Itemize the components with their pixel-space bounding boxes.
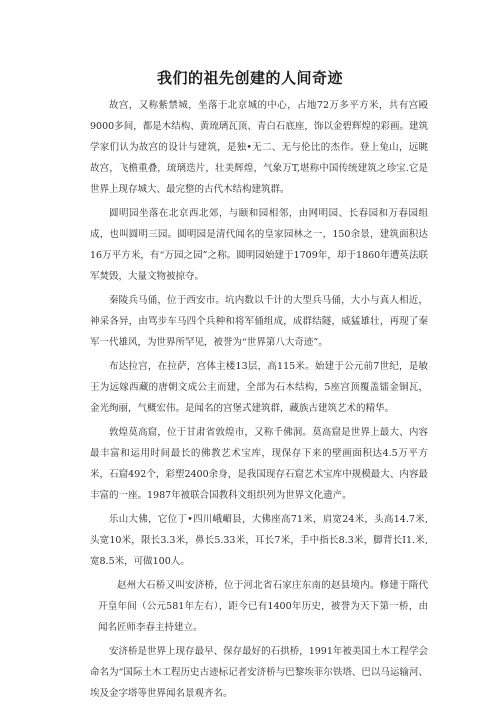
paragraph-forbidden-city: 故宫，又称紫禁城，坐落于北京城的中心，占地72万多平方米，共有宫殿9000多间，都是木结构、黄琉璃瓦顶、青白石底座，饰以金碧辉煌的彩画。建筑学家们认为故宫的设计与建筑，是独•无二、无与伦比的杰作。登上兔山，远眺故宫，飞檐重叠，琉璃迭片，壮美辉煌，气象万T,堪称中国传统建筑之珍宝.它是世界上现存城大、最完整的古代木结构建筑群。 — [90, 100, 428, 195]
document-title: 我们的祖先创建的人间奇迹 — [156, 69, 343, 87]
paragraph-mogao-caves: 敦煌莫高窟，位于甘肃省敦煌市，又称千佛洞。莫高窟是世界上最大、内容最丰富和运用时间最长的佛教艺术宝库，现保存下来的壁画面积达4.5万平方米，石窟492个，彩塑2400余身，是我国现存石窟艺术宝库中规模最大、内容最丰富的一座。1987年被联合国教科文组织列为世界文化遗产。 — [90, 427, 428, 501]
document-body — [90, 95, 428, 707]
paragraph-zhaozhou-bridge: 赵州大石桥又叫安济桥，位于河北省石家庄东南的赵县境内。修建于隋代开皇年间（公元581年左右），距今已有1400年历史，被誉为天下第一桥，由闻名匠师李春主持建立。 — [98, 580, 428, 633]
paragraph-terracotta-army: 秦陵兵马俑，位于西安市。坑内数以千计的大型兵马俑，大小与真人相近，神采各异，由骂步车马四个兵种和将军俑组成，成群结隧，威猛雄壮，再现了秦军一代雄风，为世界所罕见，被誉为“世界第八大奇迹”。 — [90, 295, 428, 348]
paragraph-old-summer-palace: 圆明园坐落在北京西北郊，与颐和园相邻，由网明园、长春园和万春园组成，也叫圆明三园。圆明园是清代闻名的皇家园林之一，150余景，建筑面积达16万平方米，有“万园之园”之称。圆明园始建于1709年，却于1860年遭英法联军焚毁，大量文物被掠夺。 — [90, 208, 428, 282]
paragraph-potala-palace: 布达拉宫，在拉萨，宫体主楼13层，高115米。始建于公元前7世纪，是敏王为远嫁西藏的唐朝文成公主而建，全部为石木结构，5座宫顶覆盖镭金铜瓦，金光绚丽，气概宏伟。是闻名的宫堡式建筑群，藏族古建筑艺术的精华。 — [90, 361, 428, 414]
paragraph-leshan-buddha: 乐山大佛，它位丁•四川峨嵋县，大佛座高71米，肩宽24米，头高14.7米,头宽10米，限长3.3米，鼻长5.33米，耳长7米，手中指长8.3米，脚背长I1.米,宽8.5米，可做100人。 — [90, 514, 428, 567]
paragraph-anji-bridge: 安济桥是世界上现存最早、保存最好的石拱桥，1991年被美国土木工程学会命名为“国际土木工程历史古迹标记者安济桥与巴黎埃菲尔铁塔、巴以马运输河、埃及金字塔等世界闻名景观齐名。 — [90, 646, 428, 699]
